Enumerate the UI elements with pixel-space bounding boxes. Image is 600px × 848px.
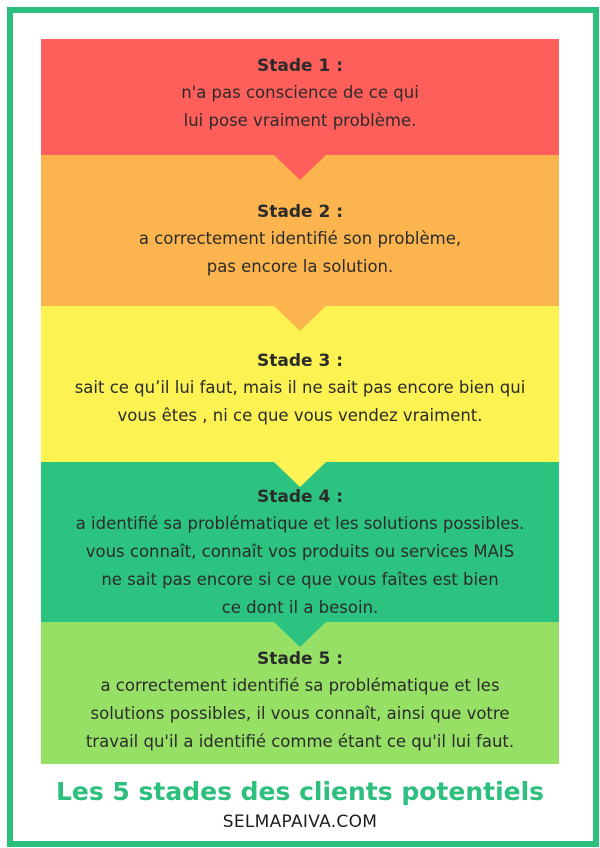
stage-5-title: Stade 5 :: [256, 649, 343, 669]
stage-1-line-2: lui pose vraiment problème.: [183, 111, 417, 130]
stage-4-line-4: ce dont il a besoin.: [221, 598, 379, 617]
stage-1-line-1: n'a pas conscience de ce qui: [181, 83, 419, 102]
stage-3-line-2: vous êtes , ni ce que vous vendez vraiment.: [117, 406, 483, 425]
website-credit: SELMAPAIVA.COM: [222, 812, 378, 832]
stage-4-line-1: a identifié sa problématique et les solutions possibles.: [75, 514, 525, 533]
stage-1-title: Stade 1 :: [256, 56, 343, 76]
stage-4-arrow: [274, 622, 326, 647]
stage-3-title: Stade 3 :: [256, 351, 343, 371]
stage-1-arrow: [274, 155, 326, 180]
stage-5-line-1: a correctement identifié sa problématique et les: [100, 676, 500, 695]
stage-2-line-1: a correctement identifié son problème,: [138, 229, 462, 248]
stage-4-title: Stade 4 :: [256, 487, 343, 507]
stage-1-block: [41, 39, 559, 155]
stage-5-line-2: solutions possibles, il vous connaît, ainsi que votre: [90, 704, 510, 723]
stage-3-line-1: sait ce qu’il lui faut, mais il ne sait pas encore bien qui: [74, 378, 526, 397]
infographic-caption: Les 5 stades des clients potentiels: [55, 777, 545, 806]
stage-5-line-3: travail qu'il a identifié comme étant ce qu'il lui faut.: [85, 732, 515, 751]
stage-2-arrow: [274, 306, 326, 331]
stage-2-line-2: pas encore la solution.: [206, 257, 394, 276]
stage-3-arrow: [274, 462, 326, 487]
stage-4-line-2: vous connaît, connaît vos produits ou services MAIS: [85, 542, 515, 561]
stage-4-line-3: ne sait pas encore si ce que vous faîtes est bien: [101, 570, 499, 589]
stage-2-title: Stade 2 :: [256, 202, 343, 222]
